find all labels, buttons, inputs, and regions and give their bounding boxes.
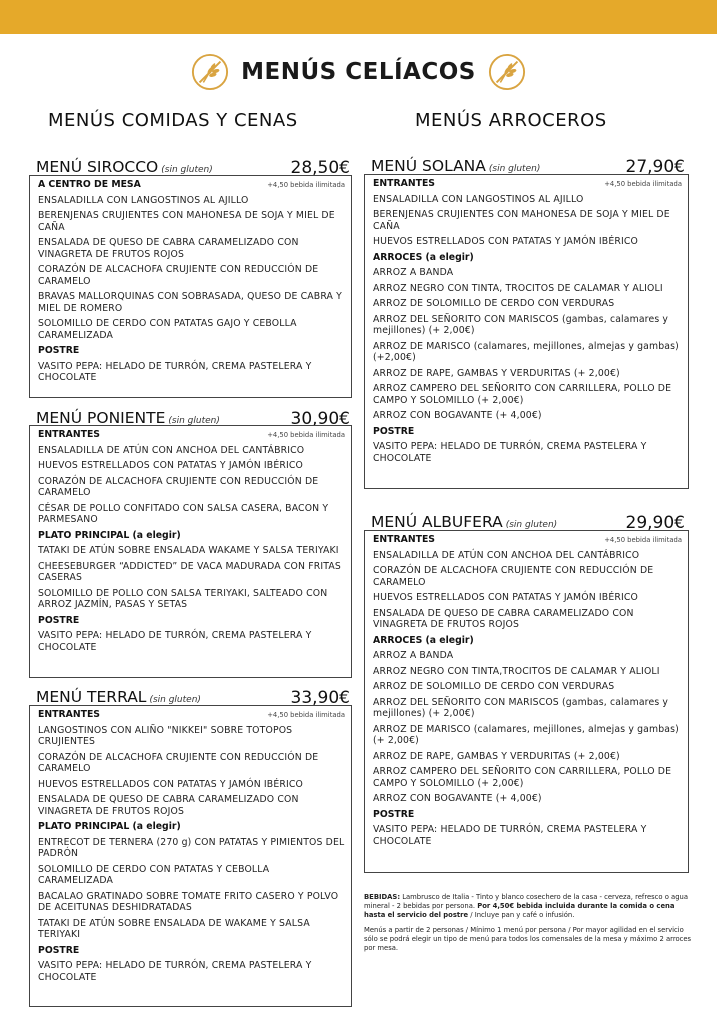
menu-terral-header [36, 684, 350, 706]
drink-note: +4,50 bebida ilimitada [267, 431, 345, 439]
menu-poniente-box [29, 425, 352, 678]
rice-item: ARROZ DE RAPE, GAMBAS Y VERDURITAS (+ 2,00€) [373, 367, 620, 379]
section-heading [38, 709, 345, 721]
drinks-text: Lambrusco de Italia - Tinto y blanco cosechero de la casa - cerveza, refresco o agua mineral - 2 bebidas por persona. [364, 893, 689, 910]
gluten-free-note: (sin gluten) [149, 695, 201, 705]
section-heading [373, 534, 682, 546]
dish-item: BRAVAS MALLORQUINAS CON SOBRASADA, QUESO DE CABRA Y MIEL DE ROMERO [38, 291, 343, 314]
top-accent-bar [0, 0, 717, 34]
main-dish-item: TATAKI DE ATÚN SOBRE ENSALADA WAKAME Y SALSA TERIYAKI [38, 545, 339, 556]
drink-note: +4,50 bebida ilimitada [267, 711, 345, 719]
dessert-item: VASITO PEPA: HELADO DE TURRÓN, CREMA PASTELERA Y CHOCOLATE [373, 824, 647, 847]
section-heading [38, 179, 345, 191]
dish-item: ENSALADA DE QUESO DE CABRA CARAMELIZADO CON VINAGRETA DE FRUTOS ROJOS [38, 237, 299, 260]
menu-name [371, 513, 557, 531]
dish-item: ENSALADA DE QUESO DE CABRA CARAMELIZADO CON VINAGRETA DE FRUTOS ROJOS [38, 794, 299, 817]
dessert-item: VASITO PEPA: HELADO DE TURRÓN, CREMA PASTELERA Y CHOCOLATE [373, 441, 647, 464]
menu-title: MENÚ SIROCCO [36, 158, 159, 176]
section-heading: ARROCES (a elegir) [373, 634, 474, 646]
section-label: ENTRANTES [373, 534, 435, 545]
menu-price: 28,50€ [290, 158, 350, 178]
main-dish-item: CHEESEBURGER “ADDICTED” DE VACA MADURADA CON FRITAS CASERAS [38, 560, 341, 583]
dish-item: LANGOSTINOS CON ALIÑO "NIKKEI" SOBRE TOTOPOS CRUJIENTES [38, 724, 293, 747]
section-heading: POSTRE [373, 425, 415, 437]
section-heading: POSTRE [38, 614, 80, 626]
section-label: ENTRANTES [38, 709, 100, 720]
section-heading [373, 178, 682, 190]
rice-item: ARROZ DE MARISCO (calamares, mejillones, almejas y gambas) (+ 2,00€) [373, 723, 679, 746]
dish-item: ENSALADA DE QUESO DE CABRA CARAMELIZADO CON VINAGRETA DE FRUTOS ROJOS [373, 607, 634, 630]
dish-item: CORAZÓN DE ALCACHOFA CRUJIENTE CON REDUCCIÓN DE CARAMELO [38, 475, 319, 498]
menu-title: MENÚ ALBUFERA [371, 513, 503, 531]
rice-item: ARROZ DE SOLOMILLO DE CERDO CON VERDURAS [373, 681, 615, 692]
section-label: A CENTRO DE MESA [38, 179, 141, 190]
footer-notes [364, 893, 694, 960]
menu-title: MENÚ TERRAL [36, 688, 147, 706]
rice-item: ARROZ NEGRO CON TINTA, TROCITOS DE CALAMAR Y ALIOLI [373, 282, 663, 294]
menu-solana-header [371, 153, 685, 175]
main-dish-item: SOLOMILLO DE POLLO CON SALSA TERIYAKI, SALTEADO CON ARROZ JAZMÍN, PASAS Y SETAS [38, 587, 328, 610]
drink-note: +4,50 bebida ilimitada [604, 180, 682, 188]
section-heading: ARROCES (a elegir) [373, 251, 474, 263]
dish-item: ENSALADILLA DE ATÚN CON ANCHOA DEL CANTÁBRICO [373, 549, 640, 561]
menu-price: 33,90€ [290, 688, 350, 708]
gluten-free-wheat-icon [488, 53, 526, 91]
rice-item: ARROZ NEGRO CON TINTA,TROCITOS DE CALAMAR Y ALIOLI [373, 665, 660, 677]
menu-title: MENÚ PONIENTE [36, 409, 166, 427]
column-title-right: MENÚS ARROCEROS [415, 110, 607, 131]
rice-item: ARROZ DE MARISCO (calamares, mejillones, almejas y gambas)(+2,00€) [373, 340, 679, 363]
dish-item: ENSALADILLA CON LANGOSTINOS AL AJILLO [373, 193, 584, 205]
menu-solana-box [364, 174, 689, 489]
menu-poniente-header [36, 405, 350, 427]
main-dish-item: BACALAO GRATINADO SOBRE TOMATE FRITO CASERO Y POLVO DE ACEITUNAS DESHIDRATADAS [38, 890, 339, 913]
dish-item: HUEVOS ESTRELLADOS CON PATATAS Y JAMÓN IBÉRICO [38, 460, 303, 471]
dish-item: CORAZÓN DE ALCACHOFA CRUJIENTE CON REDUCCIÓN DE CARAMELO [373, 565, 654, 588]
menu-title: MENÚ SOLANA [371, 157, 486, 175]
section-heading: PLATO PRINCIPAL (a elegir) [38, 529, 181, 541]
menu-name [36, 158, 213, 176]
dessert-item: VASITO PEPA: HELADO DE TURRÓN, CREMA PASTELERA Y CHOCOLATE [38, 360, 312, 383]
menu-price: 27,90€ [625, 157, 685, 177]
section-label: ENTRANTES [373, 178, 435, 189]
drink-note: +4,50 bebida ilimitada [267, 181, 345, 189]
section-heading: POSTRE [38, 345, 80, 356]
menu-name [371, 157, 540, 175]
rice-item: ARROZ DE RAPE, GAMBAS Y VERDURITAS (+ 2,00€) [373, 750, 620, 762]
main-dish-item: ENTRECOT DE TERNERA (270 g) CON PATATAS Y PIMIENTOS DEL PADRÓN [38, 836, 345, 859]
dessert-item: VASITO PEPA: HELADO DE TURRÓN, CREMA PASTELERA Y CHOCOLATE [38, 630, 312, 653]
section-heading: POSTRE [373, 808, 415, 820]
dessert-item: VASITO PEPA: HELADO DE TURRÓN, CREMA PASTELERA Y CHOCOLATE [38, 960, 312, 983]
dish-item: SOLOMILLO DE CERDO CON PATATAS GAJO Y CEBOLLA CARAMELIZADA [38, 318, 297, 341]
dish-item: HUEVOS ESTRELLADOS CON PATATAS Y JAMÓN IBÉRICO [373, 592, 638, 603]
menu-price: 30,90€ [290, 409, 350, 429]
service-note: Menús a partir de 2 personas / Mínimo 1 menú por persona / Por mayor agilidad en el servicio sólo se podrá elegir un tipo de menú para todos los comensales de la mesa y máximo 2 arroces por mesa. [364, 926, 692, 952]
drinks-note [364, 893, 694, 919]
menu-albufera-header [371, 509, 685, 531]
dish-item: CORAZÓN DE ALCACHOFA CRUJIENTE CON REDUCCIÓN DE CARAMELO [38, 751, 319, 774]
gluten-free-note: (sin gluten) [161, 165, 213, 175]
section-heading: POSTRE [38, 944, 80, 956]
title-row [0, 50, 717, 94]
rice-item: ARROZ A BANDA [373, 650, 454, 661]
dish-item: CORAZÓN DE ALCACHOFA CRUJIENTE CON REDUCCIÓN DE CARAMELO [38, 264, 319, 287]
rice-item: ARROZ CAMPERO DEL SEÑORITO CON CARRILLERA, POLLO DE CAMPO Y SOLOMILLO (+ 2,00€) [373, 383, 672, 406]
rice-item: ARROZ CON BOGAVANTE (+ 4,00€) [373, 793, 542, 804]
rice-item: ARROZ DE SOLOMILLO DE CERDO CON VERDURAS [373, 298, 615, 309]
drinks-label: BEBIDAS: [364, 893, 401, 901]
drinks-offer: Por 4,50€ bebida incluida durante la comida o cena hasta el servicio del postre [364, 901, 675, 919]
dish-item: BERENJENAS CRUJIENTES CON MAHONESA DE SOJA Y MIEL DE CAÑA [38, 210, 335, 233]
menu-price: 29,90€ [625, 513, 685, 533]
rice-item: ARROZ CON BOGAVANTE (+ 4,00€) [373, 410, 542, 421]
gluten-free-note: (sin gluten) [505, 520, 558, 530]
rice-item: ARROZ CAMPERO DEL SEÑORITO CON CARRILLERA, POLLO DE CAMPO Y SOLOMILLO (+ 2,00€) [373, 766, 672, 789]
rice-item: ARROZ DEL SEÑORITO CON MARISCOS (gambas, calamares y mejillones) (+ 2,00€) [373, 696, 669, 719]
section-label: ENTRANTES [38, 429, 100, 440]
column-title-left: MENÚS COMIDAS Y CENAS [48, 110, 298, 131]
gluten-free-wheat-icon [191, 53, 229, 91]
menu-sirocco-header [36, 154, 350, 176]
rice-item: ARROZ A BANDA [373, 267, 454, 278]
menu-terral-box [29, 705, 352, 1007]
section-heading [38, 429, 345, 441]
dish-item: ENSALADILLA CON LANGOSTINOS AL AJILLO [38, 194, 249, 206]
gluten-free-note: (sin gluten) [168, 416, 220, 426]
dish-item: BERENJENAS CRUJIENTES CON MAHONESA DE SOJA Y MIEL DE CAÑA [373, 209, 670, 232]
menu-name [36, 688, 201, 706]
dish-item: HUEVOS ESTRELLADOS CON PATATAS Y JAMÓN IBÉRICO [373, 236, 638, 247]
dish-item: HUEVOS ESTRELLADOS CON PATATAS Y JAMÓN IBÉRICO [38, 778, 303, 790]
gluten-free-note: (sin gluten) [488, 164, 541, 174]
section-heading: PLATO PRINCIPAL (a elegir) [38, 821, 181, 832]
dish-item: CÉSAR DE POLLO CONFITADO CON SALSA CASERA, BACON Y PARMESANO [38, 502, 329, 525]
menu-albufera-box [364, 530, 689, 873]
drinks-tail: / Incluye pan y café o infusión. [470, 910, 575, 919]
main-dish-item: TATAKI DE ATÚN SOBRE ENSALADA DE WAKAME Y SALSA TERIYAKI [38, 917, 310, 940]
rice-item: ARROZ DEL SEÑORITO CON MARISCOS (gambas, calamares y mejillones) (+ 2,00€) [373, 313, 669, 336]
page-title: MENÚS CELÍACOS [241, 59, 476, 85]
dish-item: ENSALADILLA DE ATÚN CON ANCHOA DEL CANTÁBRICO [38, 444, 305, 456]
main-dish-item: SOLOMILLO DE CERDO CON PATATAS Y CEBOLLA CARAMELIZADA [38, 863, 270, 886]
drink-note: +4,50 bebida ilimitada [604, 536, 682, 544]
menu-sirocco-box [29, 175, 352, 398]
